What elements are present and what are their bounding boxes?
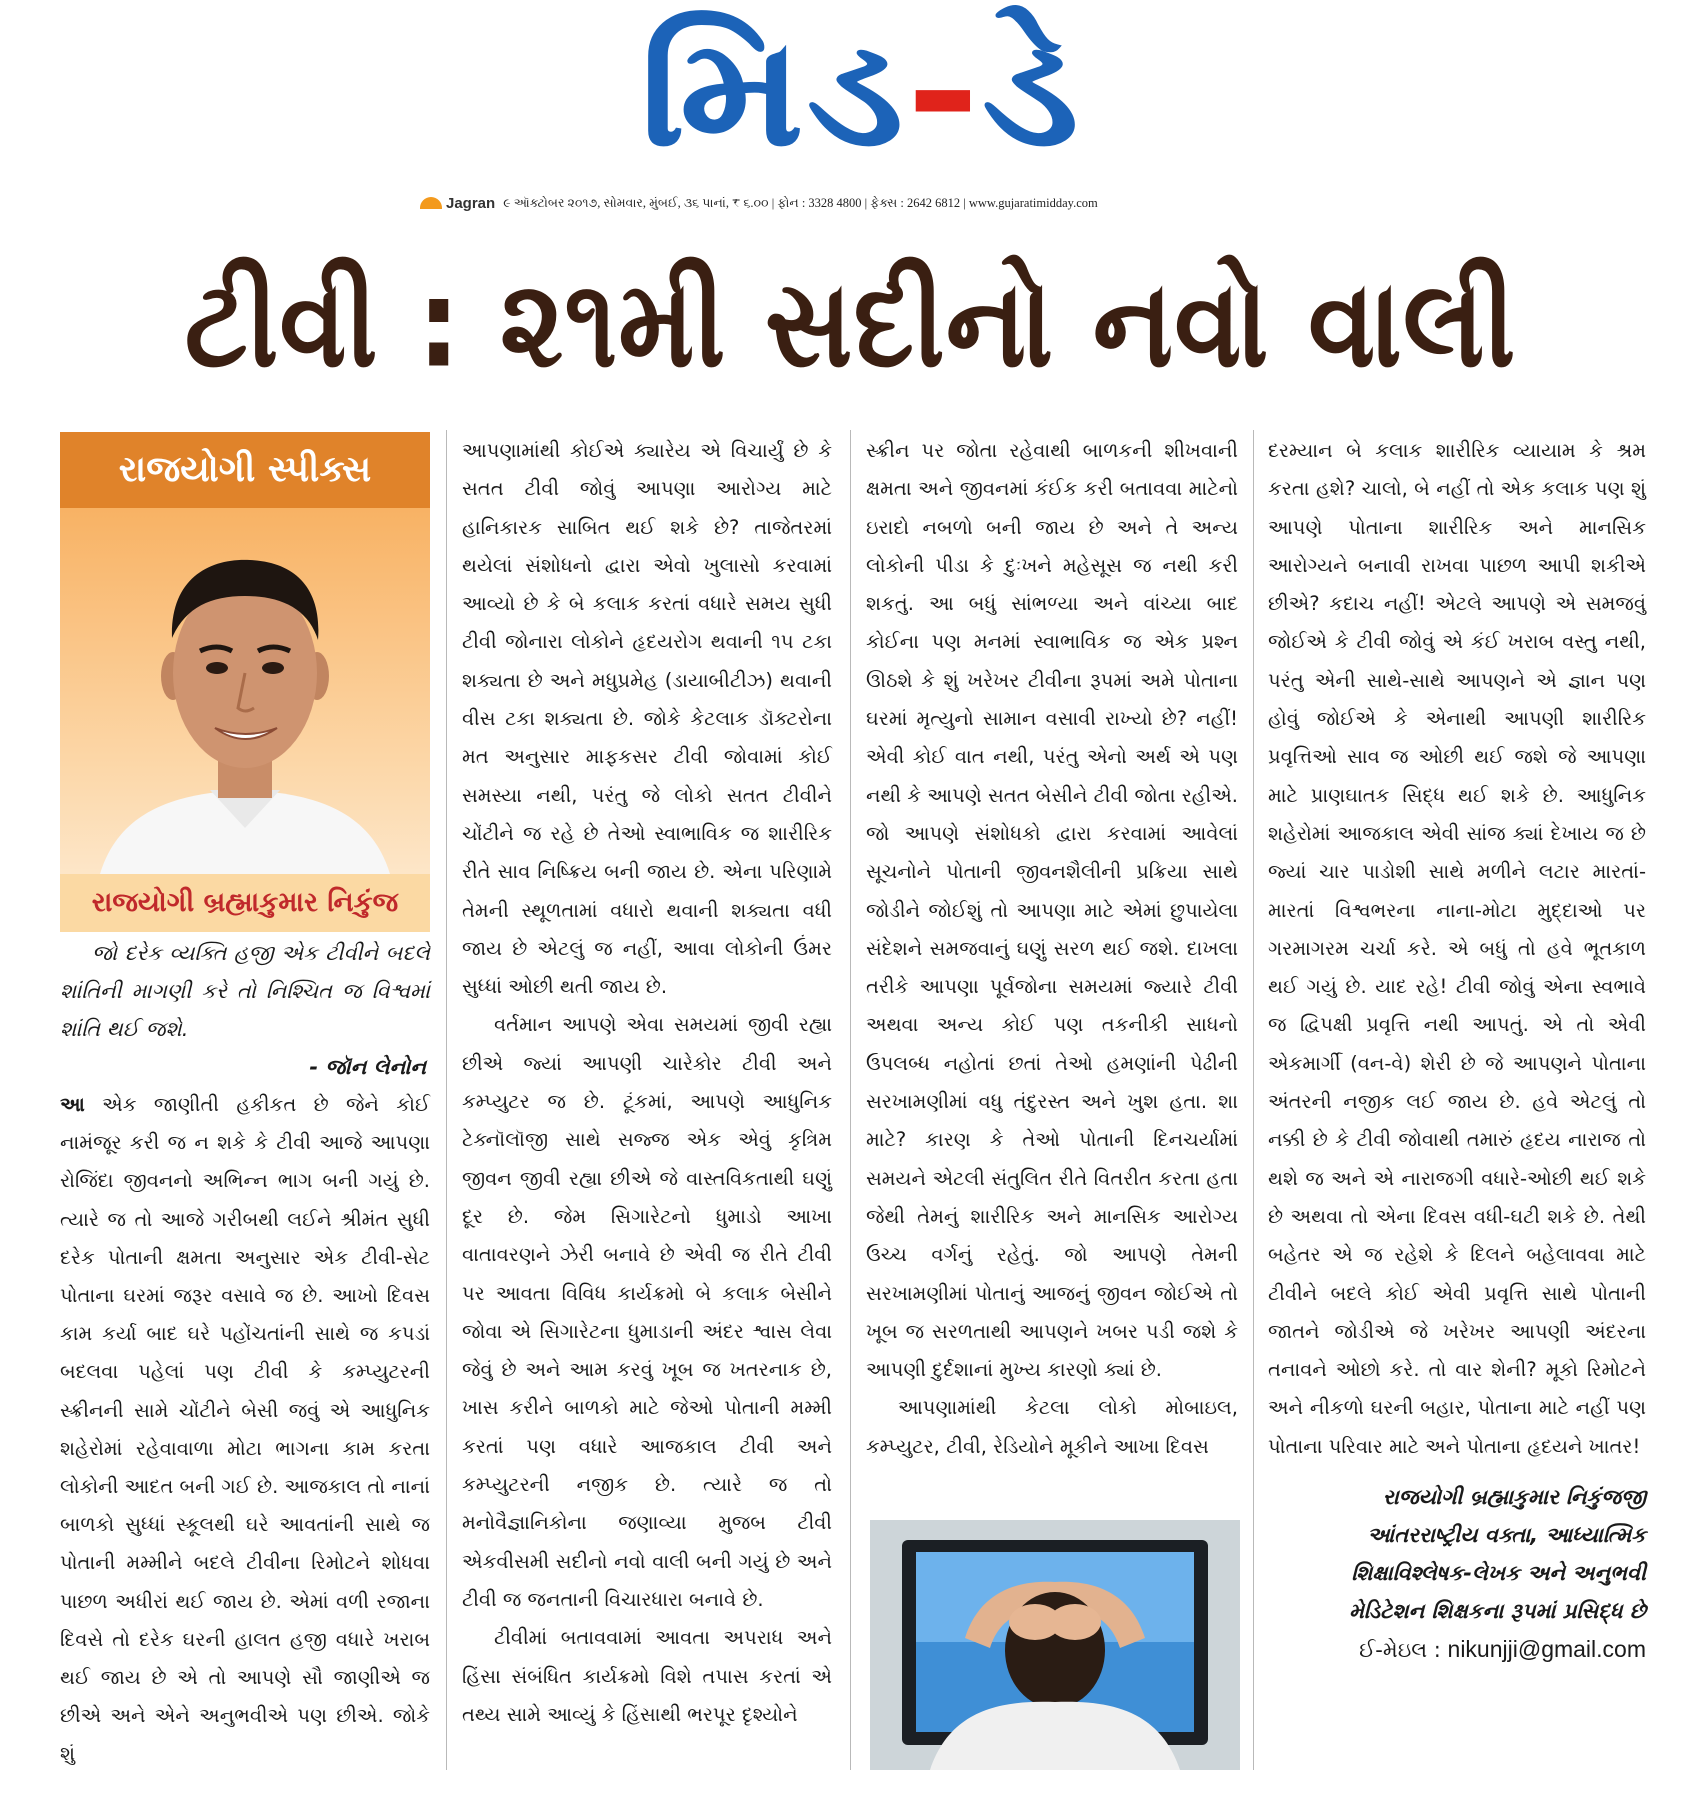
headline-area [0, 240, 1701, 410]
logo-main: મિડ [638, 6, 906, 180]
email-address[interactable]: nikunjji@gmail.com [1447, 1636, 1646, 1663]
jagran-logo: Jagran [420, 195, 495, 212]
email-label: ઈ-મેઇલ : [1359, 1638, 1441, 1663]
logo-dash: - [905, 6, 982, 180]
byline-title: મેડિટેશન શિક્ષકના રૂપમાં પ્રસિદ્ધ છે [1349, 1599, 1646, 1624]
author-photo [60, 508, 430, 874]
article-column-1 [60, 430, 430, 1774]
article-column-3 [866, 432, 1238, 1466]
article-paragraph: આપણામાંથી કોઈએ ક્યારેય એ વિચાર્યું છે કે સતત ટીવી જોવું આપણા આરોગ્ય માટે હાનિકારક સાબિત થઈ શકે છે? તાજેતરમાં થયેલાં સંશોધનો દ્વારા એવો ખુલાસો કરવામાં આવ્યો છે કે બે કલાક કરતાં વધારે સમય સુધી ટીવી જોનારા લોકોને હૃદયરોગ થવાની ૧૫ ટકા શક્યતા છે અને મધુપ્રમેહ (ડાયાબીટીઝ) થવાની વીસ ટકા શક્યતા છે. જોકે કેટલાક ડૉક્ટરોના મત અનુસાર માફકસર ટીવી જોવામાં કોઈ સમસ્યા નથી, પરંતુ જે લોકો સતત ટીવીને ચોંટીને જ રહે છે તેઓ સ્વાભાવિક જ શારીરિક રીતે સાવ નિષ્ક્રિય બની જાય છે. એના પરિણામે તેમની સ્થૂળતામાં વધારો થવાની શક્યતા વધી જાય છે એટલું જ નહીં, આવા લોકોની ઉંમર સુધ્ધાં ઓછી થતી જાય છે. [462, 439, 832, 999]
sun-icon [420, 197, 442, 209]
byline-title: આંતરરાષ્ટ્રીય વક્તા, આધ્યાત્મિક [1367, 1523, 1646, 1548]
byline-title: શિક્ષાવિશ્લેષક-લેખક અને અનુભવી [1351, 1561, 1646, 1586]
byline-name: રાજયોગી બ્રહ્માકુમાર નિકુંજજી [1382, 1485, 1646, 1510]
article-paragraph: આ એક જાણીતી હકીકત છે જેને કોઈ નામંજૂર કરી જ ન શકે કે ટીવી આજે આપણા રોજિંદા જીવનનો અભિન્ન ભાગ બની ગયું છે. ત્યારે જ તો આજે ગરીબથી લઈને શ્રીમંત સુધી દરેક પોતાની ક્ષમતા અનુસાર એક ટીવી-સેટ પોતાના ઘરમાં જરૂર વસાવે જ છે. આખો દિવસ કામ કર્યા બાદ ઘરે પહોંચતાંની સાથે જ કપડાં બદલવા પહેલાં પણ ટીવી કે કમ્પ્યુટરની સ્ક્રીનની સામે ચોંટીને બેસી જવું એ આધુનિક શહેરોમાં રહેવાવાળા મોટા ભાગના કામ કરતા લોકોની આદત બની ગઈ છે. આજકાલ તો નાનાં બાળકો સુધ્ધાં સ્કૂલથી ઘરે આવતાંની સાથે જ પોતાની મમ્મીને બદલે ટીવીના રિમોટને શોધવા પાછળ અધીરાં થઈ જાય છે. એમાં વળી રજાના દિવસે તો દરેક ઘરની હાલત હજી વધારે ખરાબ થઈ જાય છે એ તો આપણે સૌ જાણીએ જ છીએ અને એને અનુભવીએ પણ છીએ. જોકે શું [60, 1093, 430, 1766]
lead-word: આ [60, 1093, 85, 1116]
article-headline: ટીવી : ૨૧મી સદીનો નવો વાલી [184, 253, 1517, 394]
quote-author: - જૉન લેનોન [309, 1055, 426, 1079]
sidebar-title: રાજયોગી સ્પીક્સ [60, 432, 430, 508]
column-divider [446, 430, 447, 1770]
article-paragraph: દરમ્યાન બે કલાક શારીરિક વ્યાયામ કે શ્રમ કરતા હશે? ચાલો, બે નહીં તો એક કલાક પણ શું આપણે પોતાના શારીરિક અને માનસિક આરોગ્યને બનાવી રાખવા પાછળ આપી શકીએ છીએ? કદાચ નહીં! એટલે આપણે એ સમજવું જોઈએ કે ટીવી જોવું એ કંઈ ખરાબ વસ્તુ નથી, પરંતુ એની સાથે-સાથે આપણને એ જ્ઞાન પણ હોવું જોઈએ કે એનાથી આપણી શારીરિક પ્રવૃત્તિઓ સાવ જ ઓછી થઈ જશે જે આપણા માટે પ્રાણઘાતક સિદ્ધ થઈ શકે છે. આધુનિક શહેરોમાં આજકાલ એવી સાંજ ક્યાં દેખાય જ છે જ્યાં ચાર પાડોશી સાથે મળીને લટાર મારતાં-મારતાં વિશ્વભરના નાના-મોટા મુદ્દાઓ પર ગરમાગરમ ચર્ચા કરે. એ બધું તો હવે ભૂતકાળ થઈ ગયું છે. યાદ રહે! ટીવી જોવું એના સ્વભાવે જ દ્વિપક્ષી પ્રવૃત્તિ નથી આપતું. એ તો એવી એકમાર્ગી (વન-વે) શેરી છે જે આપણને પોતાના અંતરની નજીક લઈ જાય છે. હવે એટલું તો નક્કી છે કે ટીવી જોવાથી તમારું હૃદય નારાજ તો થશે જ અને એ નારાજગી વધારે-ઓછી થઈ શકે છે અથવા તો એના દિવસ વધી-ઘટી શકે છે. તેથી બહેતર એ જ રહેશે કે દિલને બહેલાવવા માટે ટીવીને બદલે કોઈ એવી પ્રવૃત્તિ સાથે પોતાની જાતને જોડીએ જે ખરેખર આપણી અંદરના તનાવને ઓછો કરે. તો વાર શેની? મૂકો રિમોટને અને નીકળો ઘરની બહાર, પોતાના માટે નહીં પણ પોતાના પરિવાર માટે અને પોતાના હૃદયને ખાતર! [1268, 439, 1646, 1458]
tv-viewer-photo [870, 1520, 1240, 1770]
article-column-4 [1268, 432, 1646, 1669]
author-email [1268, 1630, 1646, 1669]
article-column-2 [462, 432, 832, 1734]
article-paragraph: વર્તમાન આપણે એવા સમયમાં જીવી રહ્યા છીએ જ્યાં આપણી ચારેકોર ટીવી અને કમ્પ્યુટર જ છે. ટૂંકમાં, આપણે આધુનિક ટેક્નૉલૉજી સાથે સજ્જ એક એવું કૃત્રિમ જીવન જીવી રહ્યા છીએ જે વાસ્તવિકતાથી ઘણું દૂર છે. જેમ સિગારેટનો ધુમાડો આખા વાતાવરણને ઝેરી બનાવે છે એવી જ રીતે ટીવી પર આવતા વિવિધ કાર્યક્રમો બે કલાક બેસીને જોવા એ સિગારેટના ધુમાડાની અંદર શ્વાસ લેવા જેવું છે અને આમ કરવું ખૂબ જ ખતરનાક છે, ખાસ કરીને બાળકો માટે જેઓ પોતાની મમ્મી કરતાં પણ વધારે આજકાલ ટીવી અને કમ્પ્યુટરની નજીક છે. ત્યારે જ તો મનોવૈજ્ઞાનિકોના જણાવ્યા મુજબ ટીવી એકવીસમી સદીનો નવો વાલી બની ગયું છે અને ટીવી જ જનતાની વિચારધારા બનાવે છે. [462, 1013, 832, 1611]
masthead [0, 0, 1701, 215]
dateline [420, 192, 1098, 214]
author-caption: રાજયોગી બ્રહ્માકુમાર નિકુંજ [60, 874, 430, 932]
column-divider [1253, 430, 1254, 1770]
author-byline [1268, 1478, 1646, 1630]
article-paragraph: ટીવીમાં બતાવવામાં આવતા અપરાધ અને હિંસા સંબંધિત કાર્યક્રમો વિશે તપાસ કરતાં એ તથ્ય સામે આવ્યું કે હિંસાથી ભરપૂર દૃશ્યોને [462, 1626, 832, 1726]
column-divider [850, 430, 851, 1770]
author-sidebar [60, 430, 430, 934]
dateline-text: ૯ ઑક્ટોબર ૨૦૧૭, સોમવાર, મુંબઈ, ૩૬ પાનાં, ₹ ૬.૦૦ | ફોન : 3328 4800 | ફેક્સ : 2642 6812 | www.gujaratimidday.com [503, 195, 1098, 210]
logo-end: ડે [981, 6, 1082, 180]
pull-quote: જો દરેક વ્યક્તિ હજી એક ટીવીને બદલે શાંતિની માગણી કરે તો નિશ્ચિત જ વિશ્વમાં શાંતિ થઈ જશે. [60, 941, 430, 1041]
article-paragraph: સ્ક્રીન પર જોતા રહેવાથી બાળકની શીખવાની ક્ષમતા અને જીવનમાં કંઈક કરી બતાવવા માટેનો ઇરાદો નબળો બની જાય છે અને તે અન્ય લોકોની પીડા કે દુઃખને મહેસૂસ જ નથી કરી શકતું. આ બધું સાંભળ્યા અને વાંચ્યા બાદ કોઈના પણ મનમાં સ્વાભાવિક જ એક પ્રશ્ન ઊઠશે કે શું ખરેખર ટીવીના રૂપમાં અમે પોતાના ઘરમાં મૃત્યુનો સામાન વસાવી રાખ્યો છે? નહીં! એવી કોઈ વાત નથી, પરંતુ એનો અર્થ એ પણ નથી કે આપણે સતત બેસીને ટીવી જોતા રહીએ. જો આપણે સંશોધકો દ્વારા કરવામાં આવેલાં સૂચનોને પોતાની જીવનશૈલીની પ્રક્રિયા સાથે જોડીને જોઈશું તો આપણા માટે એમાં છુપાયેલા સંદેશને સમજવાનું ઘણું સરળ થઈ જશે. દાખલા તરીકે આપણા પૂર્વજોના સમયમાં જ્યારે ટીવી અથવા અન્ય કોઈ પણ તકનીકી સાધનો ઉપલબ્ધ નહોતાં છતાં તેઓ હમણાંની પેઢીની સરખામણીમાં વધુ તંદુરસ્ત અને ખુશ હતા. શા માટે? કારણ કે તેઓ પોતાની દિનચર્યામાં સમયને એટલી સંતુલિત રીતે વિતરીત કરતા હતા જેથી તેમનું શારીરિક અને માનસિક આરોગ્ય ઉચ્ચ વર્ગનું રહેતું. જો આપણે તેમની સરખામણીમાં પોતાનું આજનું જીવન જોઈએ તો ખૂબ જ સરળતાથી આપણને ખબર પડી જશે કે આપણી દુર્દશાનાં મુખ્ય કારણો ક્યાં છે. [866, 439, 1238, 1382]
article-paragraph: આપણામાંથી કેટલા લોકો મોબાઇલ, કમ્પ્યુટર, ટીવી, રેડિયોને મૂકીને આખા દિવસ [866, 1396, 1238, 1458]
newspaper-logo [440, 4, 1280, 182]
